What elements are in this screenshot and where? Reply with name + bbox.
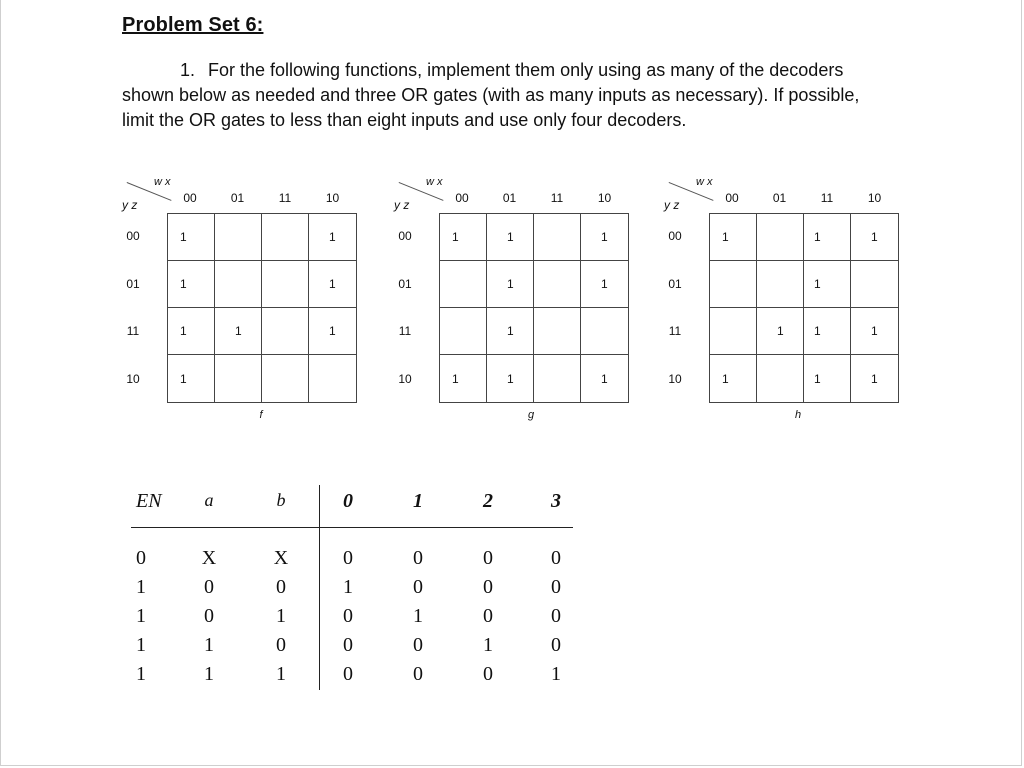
kmap-row-header: 10 [668, 371, 682, 386]
kmap-cell [215, 261, 262, 308]
table-cell: 0 [413, 663, 423, 685]
kmap-cell [215, 214, 262, 261]
table-cell: 0 [483, 547, 493, 569]
kmap-row-header: 00 [668, 229, 682, 243]
table-cell: 1 [136, 663, 146, 685]
table-header-rule [131, 527, 573, 528]
kmap-cell [309, 355, 356, 402]
kmap-row-header: 00 [126, 229, 140, 243]
kmap-column-header: 00 [183, 191, 197, 205]
kmap-g [393, 176, 693, 426]
kmap-cell: 1 [851, 214, 898, 261]
table-cell: 0 [343, 634, 353, 656]
table-cell: 1 [483, 634, 493, 656]
kmap-cell [757, 214, 804, 261]
kmap-row-variables: y z [394, 198, 410, 212]
table-cell: 1 [413, 605, 423, 627]
table-cell: 0 [276, 634, 286, 656]
kmap-cell [710, 261, 757, 308]
table-cell: 1 [276, 663, 286, 685]
kmap-cell [262, 214, 309, 261]
kmap-cell: 1 [440, 355, 487, 402]
kmap-column-header: 01 [772, 191, 787, 205]
problem-set-title: Problem Set 6: [122, 14, 264, 36]
kmap-column-header: 00 [455, 191, 469, 205]
kmap-cell [534, 214, 581, 261]
table-cell: 1 [136, 576, 146, 598]
kmap-cell: 1 [168, 308, 215, 355]
kmap-row-header: 01 [668, 276, 682, 291]
table-header-cell: 3 [551, 490, 561, 512]
table-divider [319, 485, 320, 690]
kmap-column-header: 10 [325, 191, 340, 205]
kmap-grid [709, 213, 899, 403]
kmap-cell [534, 308, 581, 355]
table-header-cell: 1 [413, 490, 423, 512]
kmap-function-name: g [527, 409, 535, 421]
kmap-column-header: 01 [230, 191, 245, 205]
kmap-cell: 1 [168, 214, 215, 261]
table-cell: 1 [343, 576, 353, 598]
kmap-cell: 1 [710, 214, 757, 261]
kmap-cell: 1 [601, 371, 608, 386]
table-cell: 0 [343, 547, 353, 569]
kmap-grid [167, 213, 357, 403]
kmap-cell: 1 [168, 355, 215, 402]
kmap-column-header: 11 [820, 191, 834, 205]
table-cell: 0 [343, 605, 353, 627]
table-cell: 0 [551, 605, 561, 627]
kmap-column-header: 11 [550, 191, 564, 205]
kmap-cell: 1 [487, 214, 534, 261]
kmap-function-name: f [259, 409, 263, 421]
kmap-function-name: h [794, 409, 802, 421]
table-cell: 0 [483, 663, 493, 685]
kmap-cell: 1 [804, 261, 851, 308]
decoder-truth-table [131, 485, 576, 700]
kmap-cell [757, 261, 804, 308]
kmap-cell: 1 [487, 308, 534, 355]
kmap-cell: 1 [804, 355, 851, 402]
table-header-cell: a [204, 490, 214, 510]
table-cell: X [201, 547, 217, 569]
kmap-cell: 1 [757, 308, 804, 355]
kmap-row-header: 11 [668, 324, 682, 338]
kmap-cell [440, 308, 487, 355]
table-cell: 0 [413, 547, 423, 569]
kmap-column-header: 10 [867, 191, 882, 205]
kmap-cell: 1 [440, 214, 487, 261]
table-cell: 0 [551, 634, 561, 656]
table-header-cell: 0 [343, 490, 353, 512]
table-cell: 0 [413, 634, 423, 656]
table-cell: 1 [276, 605, 286, 627]
kmap-cell: 1 [710, 355, 757, 402]
table-header-cell: b [276, 490, 286, 510]
kmap-cell [757, 355, 804, 402]
kmap-column-header: 10 [597, 191, 612, 205]
kmap-column-header: 01 [502, 191, 517, 205]
table-cell: X [273, 547, 289, 569]
kmap-cell: 1 [168, 261, 215, 308]
kmap-column-header: 11 [278, 191, 292, 205]
table-cell: 0 [136, 547, 146, 569]
kmap-column-variables: w x [154, 176, 171, 188]
kmap-row-header: 10 [398, 371, 412, 386]
table-header-cell: 2 [483, 490, 493, 512]
kmap-cell [440, 261, 487, 308]
kmap-cell: 1 [215, 308, 262, 355]
kmap-cell [534, 261, 581, 308]
kmap-cell: 1 [309, 308, 356, 355]
kmap-cell: 1 [487, 355, 534, 402]
kmap-cell [581, 308, 628, 355]
kmap-cell [262, 261, 309, 308]
kmap-cell: 1 [309, 214, 356, 261]
kmap-cell: 1 [581, 214, 628, 261]
table-cell: 0 [483, 576, 493, 598]
table-cell: 0 [343, 663, 353, 685]
table-cell: 0 [204, 605, 214, 627]
table-cell: 0 [483, 605, 493, 627]
kmap-cell: 1 [851, 308, 898, 355]
table-header-cell: EN [136, 490, 162, 512]
table-cell: 0 [413, 576, 423, 598]
kmap-cell: 1 [804, 214, 851, 261]
kmap-row-header: 11 [398, 324, 412, 338]
kmap-cell [262, 308, 309, 355]
kmap-column-header: 00 [725, 191, 739, 205]
table-cell: 1 [551, 663, 561, 685]
kmap-cell: 1 [309, 261, 356, 308]
kmap-grid [439, 213, 629, 403]
kmap-cell: 1 [871, 371, 878, 386]
kmap-row-header: 10 [126, 371, 140, 386]
kmap-row-header: 01 [126, 276, 140, 291]
kmap-f [121, 176, 421, 426]
problem-statement: For the following functions, implement them only using as many of the decoders shown below as needed and three OR gates (with as many inputs as necessary). If possible, limit the OR gates to less than eight inputs and use only four decoders. [122, 60, 860, 130]
problem-text [122, 58, 882, 133]
kmap-row-header: 11 [126, 324, 140, 338]
table-cell: 0 [276, 576, 286, 598]
table-cell: 0 [551, 576, 561, 598]
kmap-cell [851, 261, 898, 308]
kmap-cell: 1 [804, 308, 851, 355]
table-cell: 0 [551, 547, 561, 569]
kmap-h [663, 176, 963, 426]
kmap-cell: 1 [581, 261, 628, 308]
kmap-cell [262, 355, 309, 402]
kmap-row-header: 01 [398, 276, 412, 291]
kmap-column-variables: w x [426, 176, 443, 188]
table-cell: 1 [136, 605, 146, 627]
problem-number: 1. [180, 60, 196, 80]
kmap-row-header: 00 [398, 229, 412, 243]
table-cell: 1 [136, 634, 146, 656]
kmap-row-variables: y z [664, 198, 680, 212]
table-cell: 1 [204, 663, 214, 685]
table-cell: 0 [204, 576, 214, 598]
kmap-cell [710, 308, 757, 355]
kmap-cell [215, 355, 262, 402]
table-cell: 1 [204, 634, 214, 656]
kmap-row-variables: y z [122, 198, 138, 212]
kmap-column-variables: w x [696, 176, 713, 188]
kmap-cell [534, 355, 581, 402]
kmap-cell: 1 [487, 261, 534, 308]
